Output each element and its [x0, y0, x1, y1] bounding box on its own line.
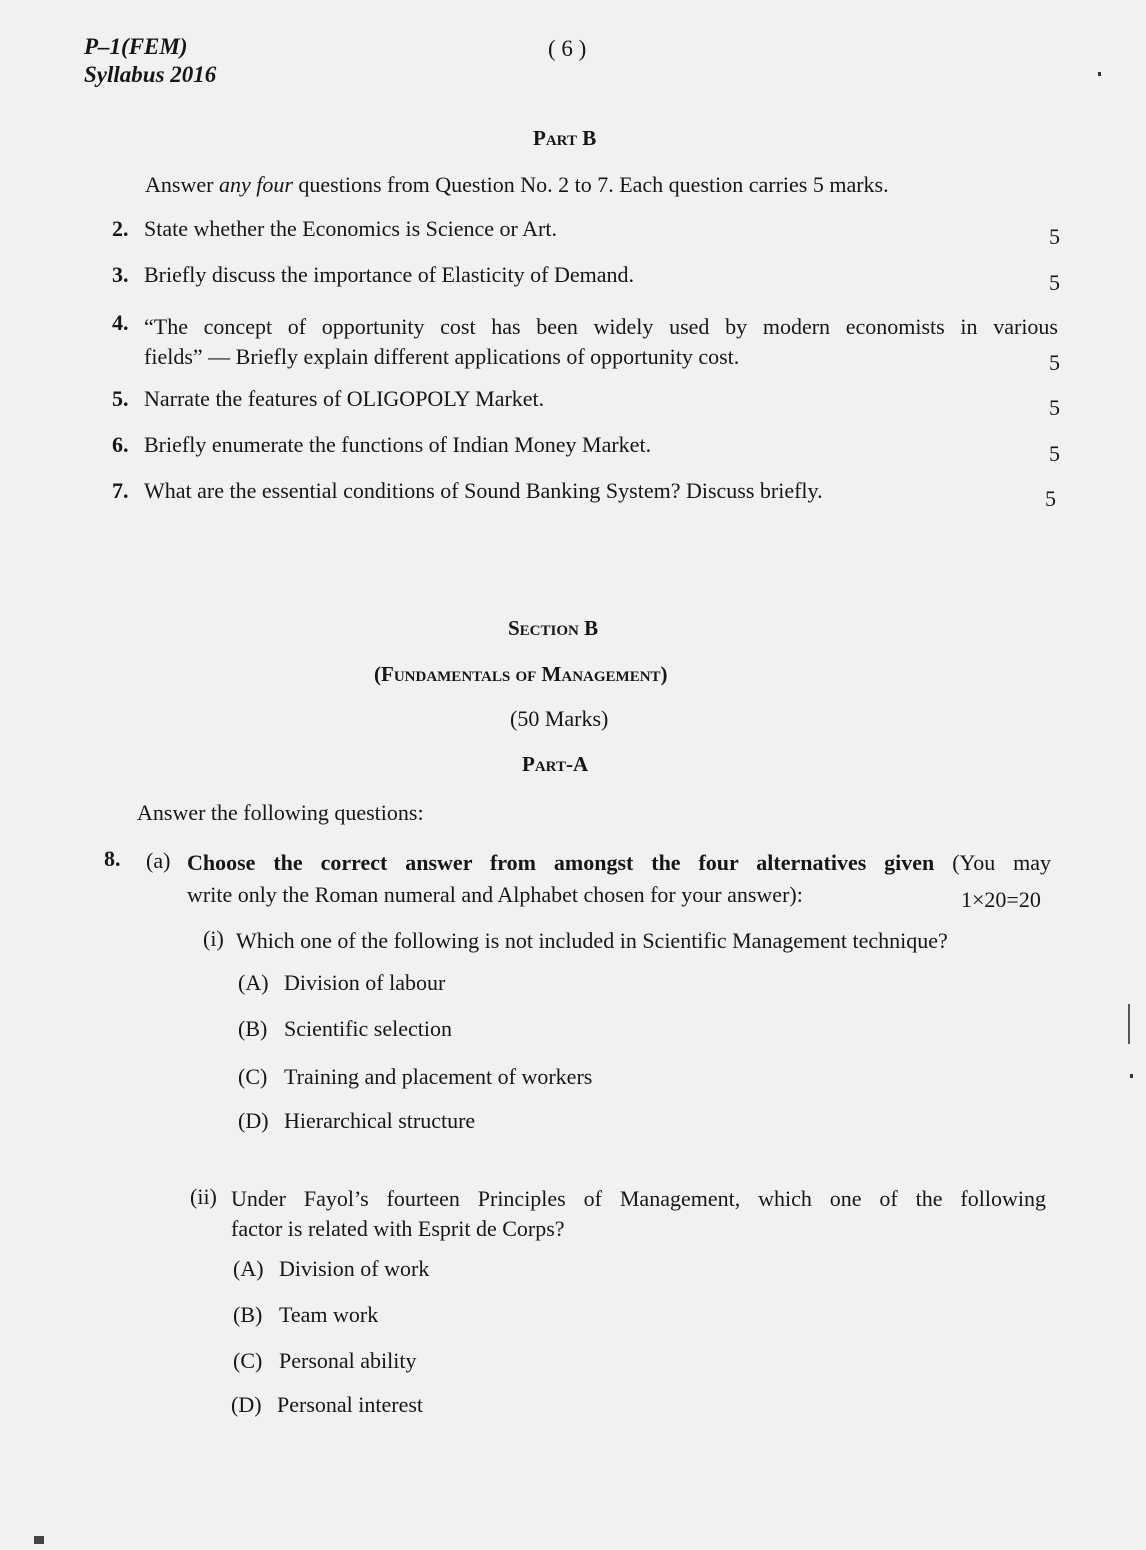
scan-corner-mark — [34, 1536, 44, 1544]
page-number: ( 6 ) — [548, 36, 587, 61]
option-ii-b — [233, 1302, 378, 1328]
sub-question-i-text: Which one of the following is not included in Scientific Management technique? — [236, 928, 948, 953]
instruction-emphasis: any four — [218, 172, 293, 197]
sub-question-i-number: (i) — [203, 926, 224, 951]
sub-question-ii-line1: Under Fayol’s fourteen Principles of Management, which one of the following — [231, 1186, 1046, 1211]
option-ii-d — [231, 1392, 423, 1418]
question-8-line2: write only the Roman numeral and Alphabet chosen for your answer): — [187, 882, 803, 907]
option-text: Scientific selection — [284, 1016, 452, 1041]
option-i-d — [238, 1108, 475, 1134]
scan-mark — [1128, 1004, 1130, 1044]
question-number: 6. — [112, 432, 129, 457]
question-number: 7. — [112, 478, 129, 503]
question-number: 5. — [112, 386, 129, 411]
section-b-marks: (50 Marks) — [510, 706, 609, 731]
part-a-title: Part-A — [522, 752, 589, 776]
question-marks: 5 — [1049, 224, 1060, 249]
paper-code: P–1(FEM) — [84, 34, 188, 59]
option-label: (D) — [238, 1108, 269, 1133]
option-text: Team work — [279, 1302, 379, 1327]
sub-question-ii-number: (ii) — [190, 1184, 217, 1209]
syllabus-label: Syllabus 2016 — [84, 62, 217, 87]
question-text-line1: “The concept of opportunity cost has been widely used by modern economists in various — [144, 314, 1058, 339]
question-8-sub-label: (a) — [146, 848, 171, 873]
option-text: Personal ability — [279, 1348, 417, 1373]
question-text: State whether the Economics is Science or Art. — [144, 216, 557, 241]
question-number: 2. — [112, 216, 129, 241]
question-text: What are the essential conditions of Sound Banking System? Discuss briefly. — [144, 478, 823, 503]
instruction-pre: Answer — [145, 172, 219, 197]
option-label: (C) — [238, 1064, 268, 1089]
option-label: (A) — [238, 970, 269, 995]
question-marks: 5 — [1049, 350, 1060, 375]
section-b-title: Section B — [508, 616, 599, 640]
option-label: (A) — [233, 1256, 264, 1281]
part-b-instruction — [145, 172, 889, 198]
question-marks: 5 — [1049, 395, 1060, 420]
question-8-number: 8. — [104, 846, 121, 871]
sub-question-ii-line2: factor is related with Esprit de Corps? — [231, 1216, 565, 1241]
question-marks: 5 — [1049, 270, 1060, 295]
section-b-instruction: Answer the following questions: — [137, 800, 424, 825]
question-text: Narrate the features of OLIGOPOLY Market. — [144, 386, 545, 411]
scan-speck — [1098, 72, 1101, 76]
instruction-post: questions from Question No. 2 to 7. Each question carries 5 marks. — [292, 172, 889, 197]
part-b-title: Part B — [533, 126, 597, 150]
question-text: Briefly enumerate the functions of Indian Money Market. — [144, 432, 652, 457]
question-number: 4. — [112, 310, 129, 335]
question-text-line2: fields” — Briefly explain different applications of opportunity cost. — [144, 344, 740, 369]
question-4 — [112, 310, 1060, 374]
question-8-bold-text: Choose the correct answer from amongst the four alternatives given — [187, 850, 935, 875]
option-text: Personal interest — [277, 1392, 424, 1417]
question-8-line1 — [187, 850, 1051, 876]
option-label: (C) — [233, 1348, 263, 1373]
section-b-subtitle: (Fundamentals of Management) — [374, 662, 668, 686]
option-ii-a — [233, 1256, 429, 1282]
question-text: Briefly discuss the importance of Elasticity of Demand. — [144, 262, 634, 287]
scan-speck — [1130, 1074, 1133, 1078]
option-text: Hierarchical structure — [284, 1108, 476, 1133]
question-marks: 5 — [1049, 441, 1060, 466]
option-text: Division of work — [279, 1256, 430, 1281]
question-8-rest: (You may — [934, 850, 1051, 875]
option-i-b — [238, 1016, 452, 1042]
option-text: Division of labour — [284, 970, 446, 995]
option-label: (B) — [233, 1302, 263, 1327]
question-marks: 5 — [1045, 486, 1056, 511]
option-label: (D) — [231, 1392, 262, 1417]
option-i-a — [238, 970, 445, 996]
option-ii-c — [233, 1348, 416, 1374]
question-number: 3. — [112, 262, 129, 287]
option-label: (B) — [238, 1016, 268, 1041]
question-8-marks: 1×20=20 — [961, 887, 1041, 912]
option-text: Training and placement of workers — [284, 1064, 593, 1089]
option-i-c — [238, 1064, 592, 1090]
